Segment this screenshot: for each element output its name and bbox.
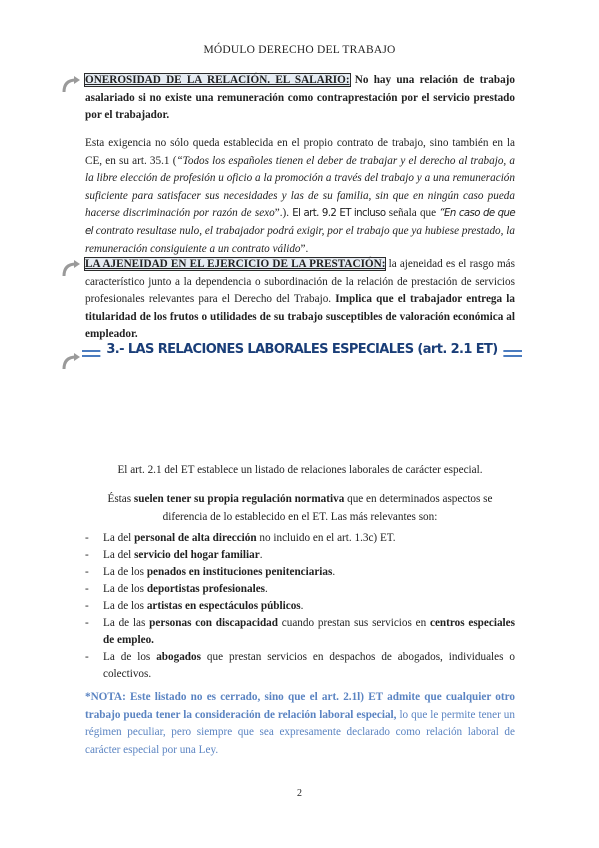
text: no incluido en el art. 1.3c) ET. [256,532,396,544]
dash: - [85,600,89,612]
list-item [85,649,515,683]
text: La de los [103,583,147,595]
dash: - [85,532,89,544]
special-relations-list [85,530,515,683]
text: La de las [103,617,150,629]
nota-paragraph [85,689,515,759]
section-3-title: 3.- LAS RELACIONES LABORALES ESPECIALES (art. 2.1 ET) [100,342,503,357]
bold-text: artistas en espectáculos públicos [146,600,301,612]
quote-et-cont: contrato resultase nulo, el trabajador podrá exigir, por el trabajo que ya hubiese prestado, la remuneración consiguiente a un contrato válido [85,224,515,255]
bold-text: servicio del hogar familiar [134,549,260,561]
list-item [85,615,515,649]
text: Esta exigencia no sólo queda establecida en el propio contrato de trabajo, sino también en la CE, en su art. 35.1 ( [85,137,515,167]
curved-arrow-icon [60,349,84,373]
bold-text: Implica que el trabajador entrega la titularidad de los frutos o utilidades de su trabajo susceptibles de valoración económica al empleador. [85,293,515,341]
text: La de los [103,600,147,612]
dash: - [85,566,89,578]
dash: - [85,549,89,561]
curved-arrow-icon [60,256,84,280]
bold-text: personas con discapacidad [149,617,278,629]
text: La de los [103,651,157,663]
nota-text: lo que le permite tener un régimen peculiar, pero siempre que sea expresamente declarado como relación laboral de carácter especial por una Ley. [85,708,515,756]
text: La del [103,532,135,544]
list-item [85,564,515,581]
dash: - [85,651,89,663]
bold-text: centros especiales de empleo. [103,617,515,646]
text: . [332,566,336,578]
list-item [85,547,515,564]
section-3-heading [82,342,522,364]
bold-text: suelen tener su propia regulación normativa [133,493,345,505]
section-heading: LA AJENEIDAD EN EL EJERCICIO DE LA PRESTACIÓN: [85,258,386,270]
list-item [85,581,515,598]
text: que prestan servicios en despachos de abogados, individuales o colectivos. [103,651,515,680]
bold-text: deportistas profesionales [146,583,266,595]
text: La del [103,549,135,561]
bold-text: penados en instituciones penitenciarias [146,566,333,578]
text: que en determinados aspectos se diferencia de lo establecido en el ET. Las más relevantes son: [162,493,493,523]
curved-arrow-icon [60,72,84,96]
list-item [85,530,515,547]
text: . [259,549,263,561]
paragraph-onerosidad [85,135,515,258]
section-ajeneidad [85,256,515,344]
section-3-intro: El art. 2.1 del ET establece un listado de relaciones laborales de carácter especial. [117,464,483,476]
list-item [85,598,515,615]
text: ”.). [274,207,293,220]
page-header: MÓDULO DERECHO DEL TRABAJO [203,44,396,56]
text: señala que [385,207,440,220]
bold-text: personal de alta dirección [134,532,257,544]
quote-ce: “Todos los españoles tienen el deber de trabajar y el derecho al trabajo, a la libre elección de profesión u oficio a la promoción a través del trabajo y a una remuneración suficiente para satisfacer sus necesidades y las de su familia, sin que en ningún caso pueda hacerse discriminación por razón de sexo [85,154,516,220]
text: . [265,583,268,595]
lead-text: No hay una relación de trabajo asalariado si no existe una remuneración como contraprestación por el servicio prestado por el trabajador. [85,74,515,122]
text: cuando prestan sus servicios en [277,617,430,629]
text: Éstas [107,493,134,505]
text: La de los [103,566,147,578]
section-heading: ONEROSIDAD DE LA RELACIÓN. EL SALARIO: [85,74,350,86]
nota-bold: *NOTA: Este listado no es cerrado, sino que el art. 2.1l) ET admite que cualquier otro trabajo pueda tener la consideración de relación laboral especial, [85,691,515,721]
page-number: 2 [297,788,302,799]
dash: - [85,583,89,595]
section-3-paragraph [85,491,515,526]
bold-text: abogados [156,651,201,663]
text: ”. [300,242,309,255]
text: El art. 9.2 ET incluso [292,208,386,220]
quote-et: “En caso de que el [85,208,515,237]
text: . [300,600,304,612]
text: la ajeneidad es el rasgo más característico junto a la dependencia o subordinación de la relación de prestación de servicios profesionales relevantes para el Derecho del Trabajo. [85,258,515,306]
section-onerosidad [85,72,515,125]
dash: - [85,617,89,629]
